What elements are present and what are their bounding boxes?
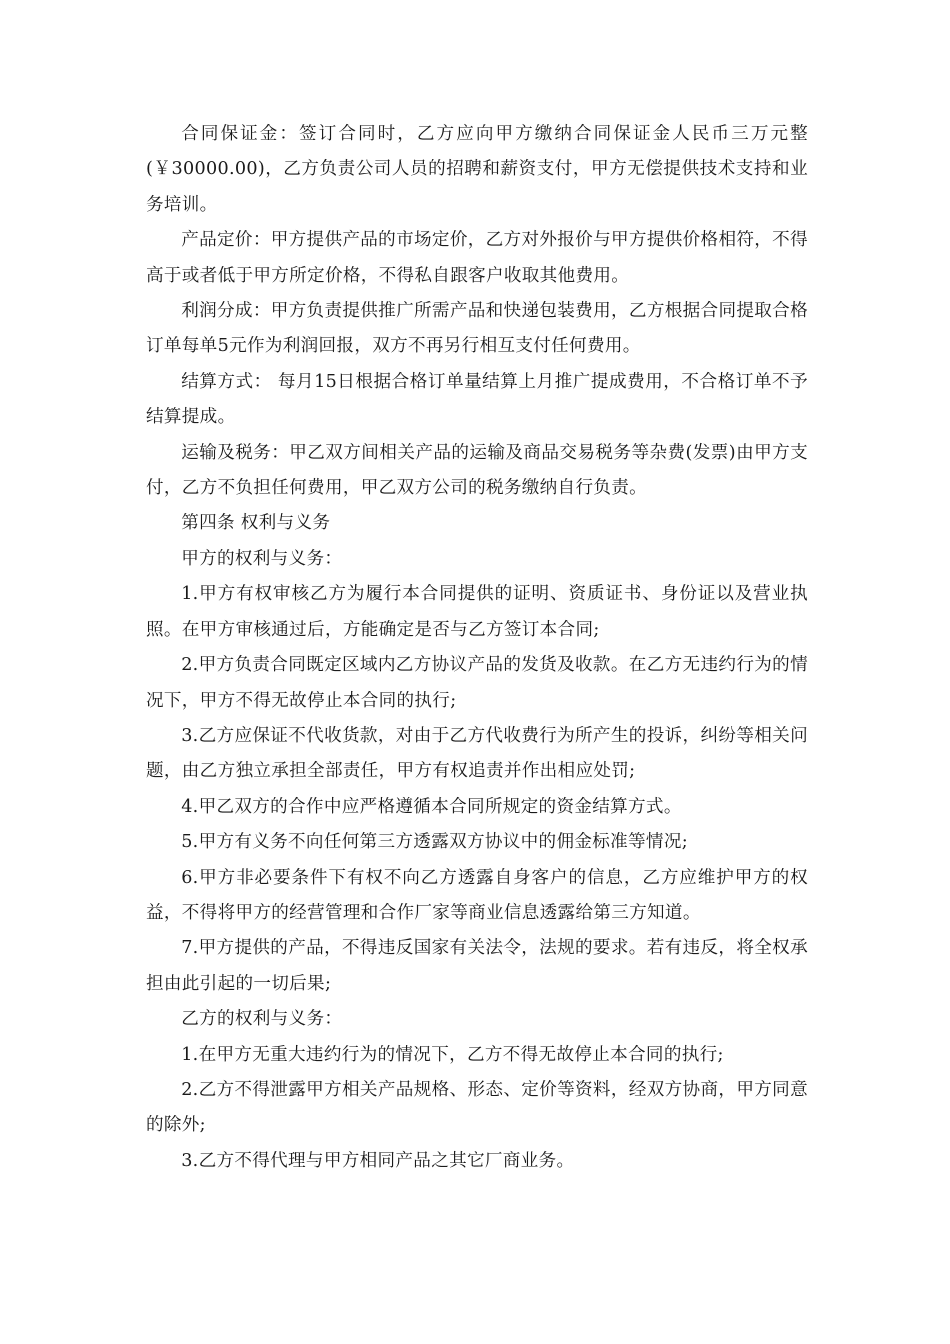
paragraph-transport-tax: 运输及税务：甲乙双方间相关产品的运输及商品交易税务等杂费(发票)由甲方支付，乙方不负担任何费用，甲乙双方公司的税务缴纳自行负责。	[146, 442, 808, 499]
party-b-item-3: 3.乙方不得代理与甲方相同产品之其它厂商业务。	[181, 1150, 575, 1171]
paragraph-pricing: 产品定价：甲方提供产品的市场定价，乙方对外报价与甲方提供价格相符，不得高于或者低于甲方所定价格，不得私自跟客户收取其他费用。	[146, 230, 808, 286]
subheading-party-a: 甲方的权利与义务：	[181, 548, 343, 569]
party-a-item-1: 1.甲方有权审核乙方为履行本合同提供的证明、资质证书、身份证以及营业执照。在甲方审核通过后，方能确定是否与乙方签订本合同;	[146, 584, 808, 640]
party-a-item-4: 4.甲乙双方的合作中应严格遵循本合同所规定的资金结算方式。	[181, 796, 682, 817]
paragraph-settlement: 结算方式： 每月15日根据合格订单量结算上月推广提成费用，不合格订单不予结算提成。	[146, 371, 808, 428]
paragraph-deposit: 合同保证金：签订合同时，乙方应向甲方缴纳合同保证金人民币三万元整(￥30000.00)，乙方负责公司人员的招聘和薪资支付，甲方无偿提供技术支持和业务培训。	[146, 124, 808, 215]
party-a-item-2: 2.甲方负责合同既定区域内乙方协议产品的发货及收款。在乙方无违约行为的情况下，甲方不得无故停止本合同的执行;	[146, 655, 808, 711]
section-heading-article-4: 第四条 权利与义务	[181, 513, 331, 534]
party-a-item-7: 7.甲方提供的产品，不得违反国家有关法令，法规的要求。若有违反，将全权承担由此引起的一切后果;	[146, 938, 808, 994]
contract-page	[146, 117, 808, 1179]
party-a-item-6: 6.甲方非必要条件下有权不向乙方透露自身客户的信息，乙方应维护甲方的权益，不得将甲方的经营管理和合作厂家等商业信息透露给第三方知道。	[146, 867, 808, 923]
party-a-item-5: 5.甲方有义务不向任何第三方透露双方协议中的佣金标准等情况;	[181, 832, 688, 853]
party-b-item-2: 2.乙方不得泄露甲方相关产品规格、形态、定价等资料，经双方协商，甲方同意的除外;	[146, 1079, 808, 1136]
subheading-party-b: 乙方的权利与义务：	[181, 1009, 343, 1030]
party-b-item-1: 1.在甲方无重大违约行为的情况下，乙方不得无故停止本合同的执行;	[181, 1044, 724, 1065]
party-a-item-3: 3.乙方应保证不代收货款，对由于乙方代收费行为所产生的投诉，纠纷等相关问题，由乙方独立承担全部责任，甲方有权追责并作出相应处罚;	[146, 725, 808, 782]
paragraph-profit-sharing: 利润分成：甲方负责提供推广所需产品和快递包装费用，乙方根据合同提取合格订单每单5元作为利润回报，双方不再另行相互支付任何费用。	[146, 301, 808, 357]
